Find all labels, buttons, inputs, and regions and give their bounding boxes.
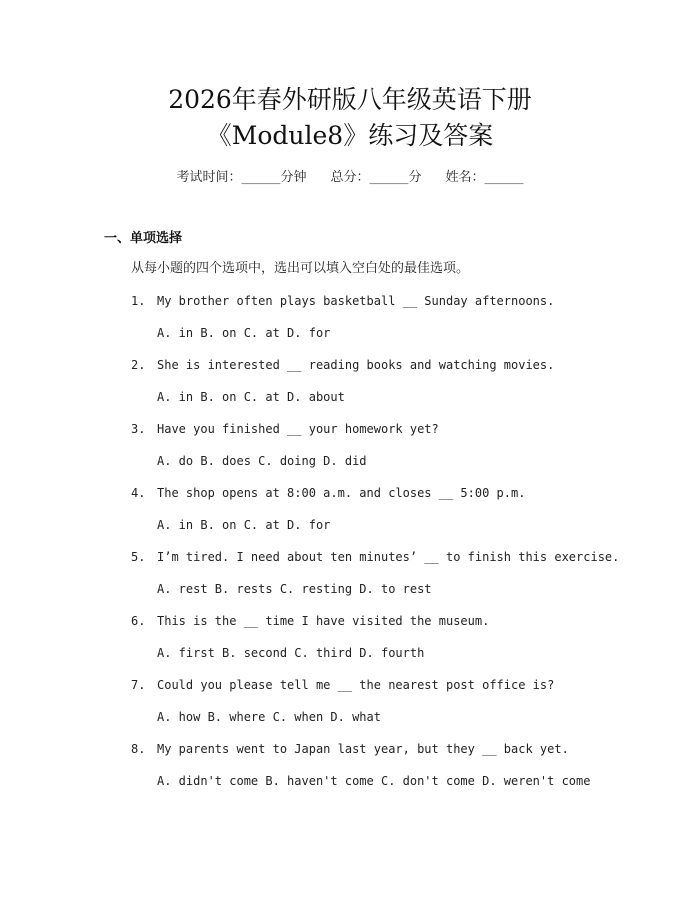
question-options: A. how B. where C. when D. what xyxy=(157,710,381,724)
name-field: 姓名：______ xyxy=(445,170,524,185)
section-title: 一、单项选择 xyxy=(104,231,183,246)
question-options: A. in B. on C. at D. about xyxy=(157,390,345,404)
question-text: My brother often plays basketball __ Sunday afternoons. xyxy=(157,294,555,308)
question-text: This is the __ time I have visited the museum. xyxy=(157,614,490,628)
question-text: Have you finished __ your homework yet? xyxy=(157,422,439,436)
question-text: I’m tired. I need about ten minutes’ __ to finish this exercise. xyxy=(157,550,620,564)
exam-meta xyxy=(0,168,700,188)
question-text: The shop opens at 8:00 a.m. and closes __ 5:00 p.m. xyxy=(157,486,526,500)
question-number: 2. xyxy=(131,358,146,372)
question-text: My parents went to Japan last year, but they __ back yet. xyxy=(157,742,569,756)
question-options: A. first B. second C. third D. fourth xyxy=(157,646,425,660)
exam-time-field: 考试时间：______分钟 xyxy=(176,170,307,185)
question-number: 5. xyxy=(131,550,146,564)
total-score-field: 总分：______分 xyxy=(330,170,422,185)
question-number: 3. xyxy=(131,422,146,436)
question-number: 4. xyxy=(131,486,146,500)
question-number: 7. xyxy=(131,678,146,692)
question-text: Could you please tell me __ the nearest post office is? xyxy=(157,678,555,692)
question-text: She is interested __ reading books and watching movies. xyxy=(157,358,555,372)
question-number: 8. xyxy=(131,742,146,756)
document-title-line1: 2026年春外研版八年级英语下册 xyxy=(168,85,532,114)
question-options: A. do B. does C. doing D. did xyxy=(157,454,367,468)
question-options: A. didn't come B. haven't come C. don't come D. weren't come xyxy=(157,774,591,788)
document-title-line2: 《Module8》练习及答案 xyxy=(206,121,494,150)
section-instruction: 从每小题的四个选项中，选出可以填入空白处的最佳选项。 xyxy=(131,261,470,276)
question-options: A. in B. on C. at D. for xyxy=(157,326,331,340)
question-number: 1. xyxy=(131,294,146,308)
question-number: 6. xyxy=(131,614,146,628)
question-options: A. in B. on C. at D. for xyxy=(157,518,331,532)
question-options: A. rest B. rests C. resting D. to rest xyxy=(157,582,432,596)
